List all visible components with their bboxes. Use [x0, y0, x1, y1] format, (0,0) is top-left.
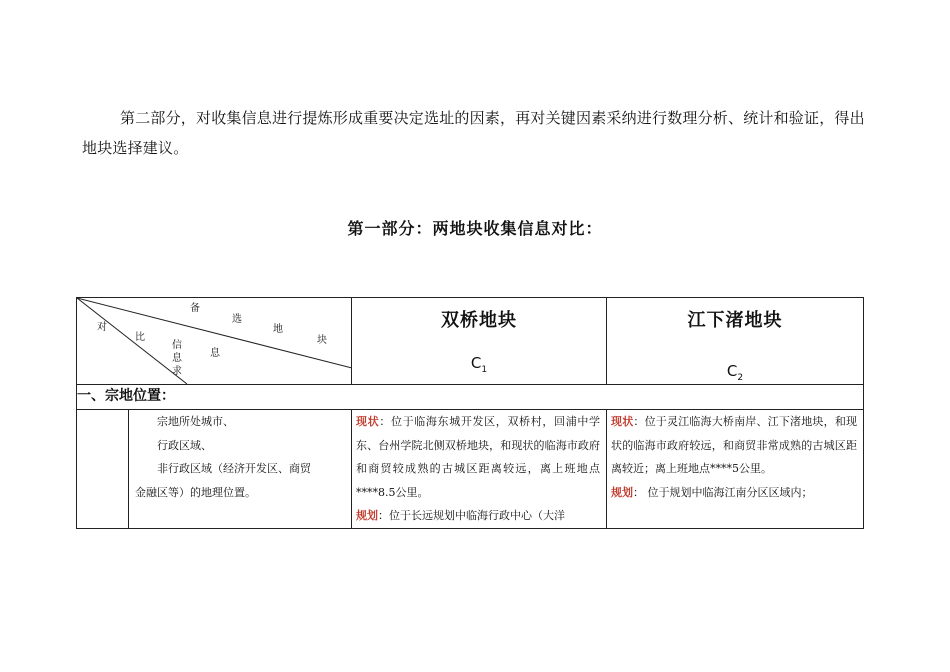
label-qiu: 求: [172, 366, 182, 377]
section-1-row: [77, 385, 864, 410]
plot1-code: $C_1$: [470, 354, 488, 375]
label-kuai: 块: [317, 335, 327, 346]
diagonal-header-cell: [77, 298, 352, 385]
label-xi2: 息: [210, 348, 220, 359]
plan-label: 规划: [611, 485, 633, 499]
label-xin: 信: [172, 340, 182, 351]
status-label: 现状: [356, 415, 380, 428]
plot2-location-cell: [607, 410, 864, 529]
table-header-row: [77, 298, 864, 385]
plot1-name: 双桥地块: [441, 310, 517, 331]
section-heading: 第一部分：两地块收集信息对比：: [347, 219, 603, 238]
intro-paragraph: 第二部分，对收集信息进行提炼形成重要决定选址的因素，再对关键因素采纳进行数理分析、统计和验证，得出地块选择建议。: [82, 109, 865, 157]
label-bei: 备: [190, 303, 200, 314]
index-cell: [77, 410, 129, 529]
plan-label: 规划: [356, 509, 378, 522]
section-1-title: 一、宗地位置：: [77, 385, 864, 410]
plot1-plan: 规划：位于长远规划中临海行政中心（大洋: [356, 509, 565, 522]
plot1-location-cell: [352, 410, 607, 529]
plot2-status: 现状：位于灵江临海大桥南岸、江下渚地块，和现状的临海市政府较远，和商贸非常成熟的古城区距离较近；离上班地点****5公里。: [611, 415, 858, 475]
criteria-line-3: 非行政区域（经济开发区、商贸: [157, 462, 311, 475]
criteria-line-1: 宗地所处城市、: [157, 415, 234, 428]
label-dui: 对: [97, 322, 107, 333]
location-row: [77, 410, 864, 529]
label-di: 地: [273, 324, 283, 335]
label-bi: 比: [135, 332, 145, 343]
plot2-name: 江下渚地块: [687, 310, 783, 331]
plot2-code: $C_2$: [726, 362, 744, 383]
plot1-header-cell: [352, 298, 607, 385]
comparison-table: [76, 297, 864, 529]
diagonal-lines: [77, 298, 352, 384]
criteria-cell: [129, 410, 352, 529]
label-xi: 息: [172, 353, 182, 364]
status-label: 现状: [611, 415, 634, 428]
label-xuan: 选: [232, 314, 242, 325]
plot1-status: 现状：位于临海东城开发区，双桥村，回浦中学东、台州学院北侧双桥地块，和现状的临海市政府和商贸较成熟的古城区距离较远，离上班地点****8.5公里。: [356, 415, 601, 499]
plot2-header-cell: [607, 298, 864, 385]
criteria-line-4: 金融区等）的地理位置。: [135, 485, 256, 499]
criteria-line-2: 行政区域、: [157, 438, 212, 452]
plot2-plan: 规划： 位于规划中临海江南分区区域内；: [611, 485, 813, 499]
